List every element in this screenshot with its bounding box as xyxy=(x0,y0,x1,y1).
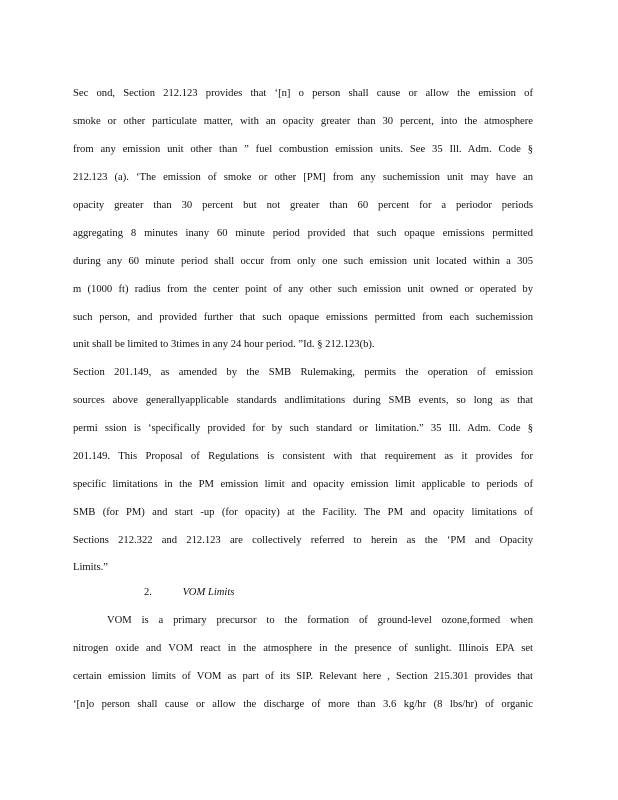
text-line: m (1000 ft) radius from the center point of any other such emission unit owned or operated by xyxy=(73,284,533,295)
text-line: during any 60 minute period shall occur from only one such emission unit located within a 305 xyxy=(73,256,533,267)
section-heading xyxy=(144,586,234,600)
text-line: sources above generallyapplicable standards andlimitations during SMB events, so long as that xyxy=(73,395,533,406)
text-line: Limits.” xyxy=(73,562,109,573)
text-line: unit shall be limited to 3times in any 24 hour period. ”Id. § 212.123(b). xyxy=(73,339,375,350)
text-line: Section 201.149, as amended by the SMB Rulemaking, permits the operation of emission xyxy=(73,367,533,378)
text-line: VOM is a primary precursor to the formation of ground-level ozone,formed when xyxy=(107,615,533,626)
text-line: Sections 212.322 and 212.123 are collectively referred to herein as the ‘PM and Opacity xyxy=(73,535,533,546)
text-line: nitrogen oxide and VOM react in the atmosphere in the presence of sunlight. Illinois EPA set xyxy=(73,643,533,654)
text-line: certain emission limits of VOM as part of its SIP. Relevant here , Section 215.301 provides that xyxy=(73,671,533,682)
text-line: specific limitations in the PM emission limit and opacity emission limit applicable to periods of xyxy=(73,479,533,490)
text-line: ‘[n]o person shall cause or allow the discharge of more than 3.6 kg/hr (8 lbs/hr) of organic xyxy=(73,699,533,710)
text-line: 201.149. This Proposal of Regulations is consistent with that requirement as it provides for xyxy=(73,451,533,462)
text-line: opacity greater than 30 percent but not greater than 60 percent for a periodor periods xyxy=(73,200,533,211)
text-line: such person, and provided further that such opaque emissions permitted from each suchemission xyxy=(73,312,533,323)
text-line: permi ssion is ‘specifically provided for by such standard or limitation.” 35 Ill. Adm. Code § xyxy=(73,423,533,434)
section-number: 2. xyxy=(144,587,152,598)
section-title: VOM Limits xyxy=(182,587,235,598)
text-line: 212.123 (a). ‘The emission of smoke or other [PM] from any suchemission unit may have an xyxy=(73,172,533,183)
text-line: Sec ond, Section 212.123 provides that ‘[n] o person shall cause or allow the emission of xyxy=(73,88,533,99)
text-line: aggregating 8 minutes inany 60 minute period provided that such opaque emissions permitted xyxy=(73,228,533,239)
text-line: SMB (for PM) and start -up (for opacity) at the Facility. The PM and opacity limitations of xyxy=(73,507,533,518)
text-line: from any emission unit other than ” fuel combustion emission units. See 35 Ill. Adm. Code § xyxy=(73,144,533,155)
text-line: smoke or other particulate matter, with an opacity greater than 30 percent, into the atmosphere xyxy=(73,116,533,127)
